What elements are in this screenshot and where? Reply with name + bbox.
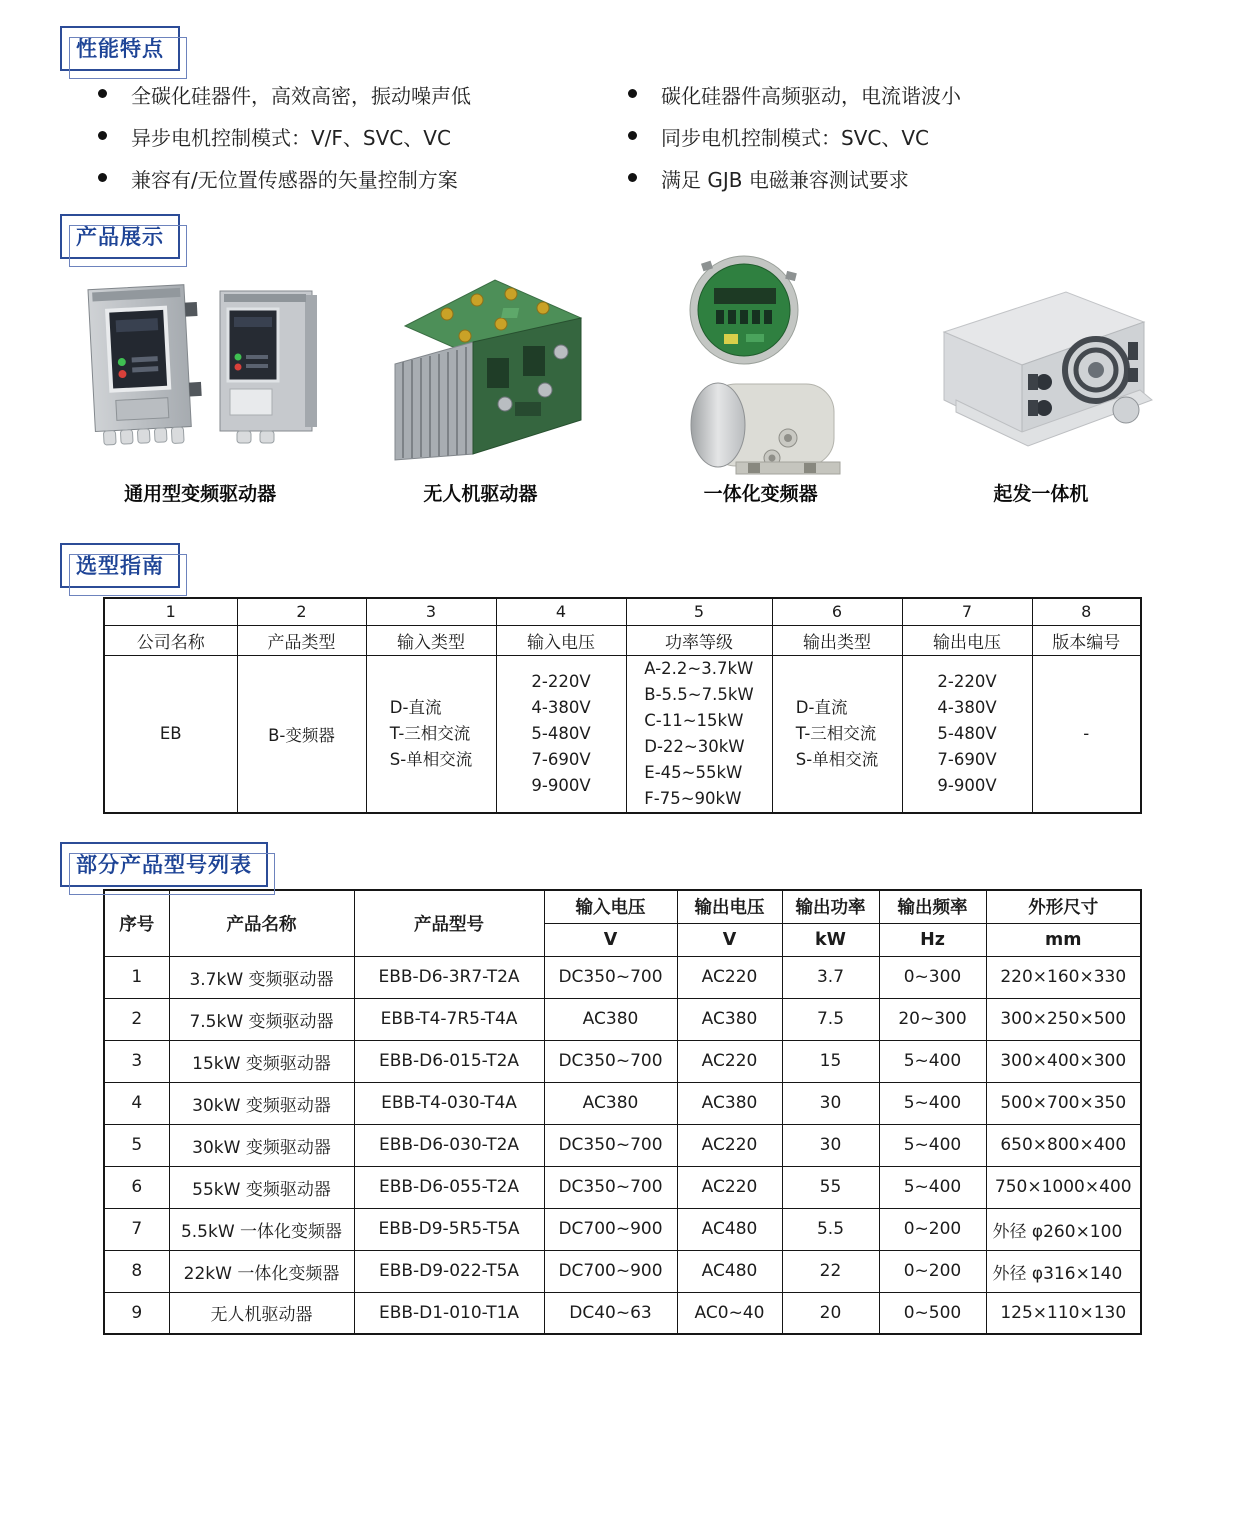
bullet-icon xyxy=(98,131,107,140)
cell-input-voltage: DC350~700 xyxy=(544,956,677,998)
col-number: 2 xyxy=(237,598,366,625)
option-line: A-2.2~3.7kW xyxy=(644,658,754,678)
column-header: 功率等级 xyxy=(626,625,772,655)
cell-dimensions: 500×700×350 xyxy=(986,1082,1141,1124)
cell-output-power: 5.5 xyxy=(782,1208,879,1250)
table-row xyxy=(104,956,1141,998)
option-line: E-45~55kW xyxy=(644,762,743,782)
cell-input-voltage: DC40~63 xyxy=(544,1292,677,1334)
cell-output-power: 30 xyxy=(782,1082,879,1124)
version-cell: - xyxy=(1032,655,1141,813)
cell-product-name: 15kW 变频驱动器 xyxy=(169,1040,354,1082)
cell-input-voltage: DC700~900 xyxy=(544,1250,677,1292)
cell-product-name: 5.5kW 一体化变频器 xyxy=(169,1208,354,1250)
product-item xyxy=(340,252,620,506)
column-header: 输入电压 xyxy=(496,625,626,655)
cell-model: EBB-T4-7R5-T4A xyxy=(354,998,544,1040)
unit-header: V xyxy=(677,923,782,956)
section-title-selection-guide xyxy=(60,543,180,588)
cell-output-frequency: 0~200 xyxy=(879,1250,986,1292)
product-item xyxy=(901,252,1181,506)
cell-output-frequency: 5~400 xyxy=(879,1124,986,1166)
feature-text: 同步电机控制模式：SVC、VC xyxy=(661,126,929,150)
cell-input-voltage: DC700~900 xyxy=(544,1208,677,1250)
power-levels-cell xyxy=(626,655,772,813)
col-number: 3 xyxy=(366,598,496,625)
uav-drive-image xyxy=(355,252,605,477)
cell-model: EBB-D1-010-T1A xyxy=(354,1292,544,1334)
cell-output-power: 7.5 xyxy=(782,998,879,1040)
option-line: T-三相交流 xyxy=(795,723,877,743)
table-header-row xyxy=(104,890,1141,923)
col-number: 6 xyxy=(772,598,902,625)
cell-output-voltage: AC380 xyxy=(677,1082,782,1124)
section-title-selection-guide-label: 选型指南 xyxy=(76,554,164,578)
cell-output-frequency: 20~300 xyxy=(879,998,986,1040)
section-title-model-list-label: 部分产品型号列表 xyxy=(76,853,252,877)
cell-output-power: 30 xyxy=(782,1124,879,1166)
option-line: T-三相交流 xyxy=(389,723,471,743)
column-header: 外形尺寸 xyxy=(986,890,1141,923)
table-row xyxy=(104,655,1141,813)
starter-generator-image xyxy=(916,252,1166,477)
feature-text: 兼容有/无位置传感器的矢量控制方案 xyxy=(131,168,458,192)
option-line: 7-690V xyxy=(937,749,997,769)
column-header: 输出电压 xyxy=(677,890,782,923)
cell-output-voltage: AC220 xyxy=(677,1124,782,1166)
option-line: 5-480V xyxy=(937,723,997,743)
option-line: D-直流 xyxy=(389,697,442,717)
col-number: 1 xyxy=(104,598,237,625)
cell-input-voltage: AC380 xyxy=(544,998,677,1040)
cell-dimensions: 300×250×500 xyxy=(986,998,1141,1040)
section-title-model-list xyxy=(60,842,268,887)
list-item xyxy=(628,122,1148,151)
feature-text: 满足 GJB 电磁兼容测试要求 xyxy=(661,168,909,192)
cell-output-power: 22 xyxy=(782,1250,879,1292)
option-line: 2-220V xyxy=(531,671,591,691)
list-item xyxy=(98,80,618,109)
column-header: 输出类型 xyxy=(772,625,902,655)
table-row xyxy=(104,1292,1141,1334)
cell-input-voltage: AC380 xyxy=(544,1082,677,1124)
cell-model: EBB-D6-055-T2A xyxy=(354,1166,544,1208)
bullet-icon xyxy=(628,173,637,182)
cell-output-power: 55 xyxy=(782,1166,879,1208)
cell-index: 8 xyxy=(104,1250,169,1292)
output-type-cell xyxy=(772,655,902,813)
cell-output-frequency: 0~300 xyxy=(879,956,986,998)
option-line: B-5.5~7.5kW xyxy=(644,684,754,704)
unit-header: kW xyxy=(782,923,879,956)
table-row xyxy=(104,625,1141,655)
output-voltage-cell xyxy=(902,655,1032,813)
cell-output-voltage: AC380 xyxy=(677,998,782,1040)
col-number: 7 xyxy=(902,598,1032,625)
cell-product-name: 3.7kW 变频驱动器 xyxy=(169,956,354,998)
cell-product-name: 55kW 变频驱动器 xyxy=(169,1166,354,1208)
cell-input-voltage: DC350~700 xyxy=(544,1040,677,1082)
option-line: D-直流 xyxy=(795,697,848,717)
cell-output-voltage: AC480 xyxy=(677,1250,782,1292)
product-label: 起发一体机 xyxy=(993,483,1089,505)
section-title-features xyxy=(60,26,180,71)
cell-index: 7 xyxy=(104,1208,169,1250)
feature-text: 异步电机控制模式：V/F、SVC、VC xyxy=(131,126,451,150)
cell-index: 2 xyxy=(104,998,169,1040)
cell-dimensions: 750×1000×400 xyxy=(986,1166,1141,1208)
cell-index: 4 xyxy=(104,1082,169,1124)
product-type-cell: B-变频器 xyxy=(237,655,366,813)
feature-text: 碳化硅器件高频驱动，电流谐波小 xyxy=(661,84,961,108)
cell-product-name: 22kW 一体化变频器 xyxy=(169,1250,354,1292)
bullet-icon xyxy=(98,89,107,98)
option-line: S-单相交流 xyxy=(795,749,879,769)
cell-output-frequency: 0~200 xyxy=(879,1208,986,1250)
product-label: 通用型变频驱动器 xyxy=(124,483,277,505)
cell-model: EBB-D9-5R5-T5A xyxy=(354,1208,544,1250)
bullet-icon xyxy=(628,89,637,98)
cell-model: EBB-D6-030-T2A xyxy=(354,1124,544,1166)
column-header: 产品类型 xyxy=(237,625,366,655)
cell-dimensions: 125×110×130 xyxy=(986,1292,1141,1334)
cell-output-frequency: 0~500 xyxy=(879,1292,986,1334)
cell-dimensions: 300×400×300 xyxy=(986,1040,1141,1082)
features-left-list xyxy=(98,80,618,206)
col-number: 8 xyxy=(1032,598,1141,625)
table-row xyxy=(104,1040,1141,1082)
bullet-icon xyxy=(628,131,637,140)
option-line: 9-900V xyxy=(937,775,997,795)
cell-product-name: 30kW 变频驱动器 xyxy=(169,1124,354,1166)
table-row xyxy=(104,1166,1141,1208)
cell-model: EBB-D6-015-T2A xyxy=(354,1040,544,1082)
cell-dimensions: 外径 φ316×140 xyxy=(986,1250,1141,1292)
input-voltage-cell xyxy=(496,655,626,813)
cell-output-frequency: 5~400 xyxy=(879,1040,986,1082)
bullet-icon xyxy=(98,173,107,182)
unit-header: V xyxy=(544,923,677,956)
option-line: D-22~30kW xyxy=(644,736,745,756)
section-title-products xyxy=(60,214,180,259)
features-right-list xyxy=(628,80,1148,206)
list-item xyxy=(628,164,1148,193)
cell-input-voltage: DC350~700 xyxy=(544,1124,677,1166)
table-row xyxy=(104,1124,1141,1166)
product-label: 无人机驱动器 xyxy=(423,483,538,505)
cell-output-voltage: AC480 xyxy=(677,1208,782,1250)
company-cell: EB xyxy=(104,655,237,813)
option-line: 4-380V xyxy=(531,697,591,717)
column-header: 输出频率 xyxy=(879,890,986,923)
products-row xyxy=(60,252,1181,506)
product-item xyxy=(60,252,340,506)
cell-dimensions: 650×800×400 xyxy=(986,1124,1141,1166)
cell-model: EBB-D9-022-T5A xyxy=(354,1250,544,1292)
col-number: 5 xyxy=(626,598,772,625)
starter-generator-art xyxy=(916,270,1166,460)
option-line: S-单相交流 xyxy=(389,749,473,769)
table-row xyxy=(104,1208,1141,1250)
option-line: 5-480V xyxy=(531,723,591,743)
table-row xyxy=(104,1250,1141,1292)
option-line: 4-380V xyxy=(937,697,997,717)
column-header: 输出功率 xyxy=(782,890,879,923)
selection-guide-table xyxy=(103,597,1142,814)
column-header: 版本编号 xyxy=(1032,625,1141,655)
option-line: F-75~90kW xyxy=(644,788,742,808)
cell-dimensions: 外径 φ260×100 xyxy=(986,1208,1141,1250)
table-row xyxy=(104,1082,1141,1124)
cell-output-voltage: AC220 xyxy=(677,1040,782,1082)
column-header: 输入电压 xyxy=(544,890,677,923)
column-header: 产品型号 xyxy=(354,890,544,956)
cell-product-name: 无人机驱动器 xyxy=(169,1292,354,1334)
table-row xyxy=(104,998,1141,1040)
column-header: 序号 xyxy=(104,890,169,956)
cell-model: EBB-D6-3R7-T2A xyxy=(354,956,544,998)
general-drive-art xyxy=(72,265,328,465)
cell-output-voltage: AC0~40 xyxy=(677,1292,782,1334)
option-line: C-11~15kW xyxy=(644,710,744,730)
list-item xyxy=(98,122,618,151)
cell-index: 1 xyxy=(104,956,169,998)
cell-index: 3 xyxy=(104,1040,169,1082)
feature-text: 全碳化硅器件，高效高密，振动噪声低 xyxy=(131,84,471,108)
product-label: 一体化变频器 xyxy=(703,483,818,505)
cell-input-voltage: DC350~700 xyxy=(544,1166,677,1208)
cell-product-name: 7.5kW 变频驱动器 xyxy=(169,998,354,1040)
cell-index: 9 xyxy=(104,1292,169,1334)
model-list-table xyxy=(103,889,1142,1335)
column-header: 公司名称 xyxy=(104,625,237,655)
integrated-inverter-image xyxy=(636,252,886,477)
table-row xyxy=(104,598,1141,625)
integrated-inverter-art xyxy=(636,252,886,477)
cell-output-power: 3.7 xyxy=(782,956,879,998)
cell-index: 5 xyxy=(104,1124,169,1166)
column-header: 输入类型 xyxy=(366,625,496,655)
option-line: 9-900V xyxy=(531,775,591,795)
option-line: 2-220V xyxy=(937,671,997,691)
column-header: 输出电压 xyxy=(902,625,1032,655)
cell-model: EBB-T4-030-T4A xyxy=(354,1082,544,1124)
product-item xyxy=(621,252,901,506)
list-item xyxy=(98,164,618,193)
cell-output-frequency: 5~400 xyxy=(879,1166,986,1208)
col-number: 4 xyxy=(496,598,626,625)
column-header: 产品名称 xyxy=(169,890,354,956)
general-drive-image xyxy=(72,252,328,477)
list-item xyxy=(628,80,1148,109)
uav-drive-art xyxy=(355,262,605,467)
cell-output-voltage: AC220 xyxy=(677,1166,782,1208)
cell-index: 6 xyxy=(104,1166,169,1208)
option-line: 7-690V xyxy=(531,749,591,769)
section-title-products-label: 产品展示 xyxy=(76,225,164,249)
cell-output-frequency: 5~400 xyxy=(879,1082,986,1124)
section-title-features-label: 性能特点 xyxy=(76,37,164,61)
cell-dimensions: 220×160×330 xyxy=(986,956,1141,998)
input-type-cell xyxy=(366,655,496,813)
cell-output-power: 20 xyxy=(782,1292,879,1334)
unit-header: Hz xyxy=(879,923,986,956)
cell-product-name: 30kW 变频驱动器 xyxy=(169,1082,354,1124)
cell-output-voltage: AC220 xyxy=(677,956,782,998)
cell-output-power: 15 xyxy=(782,1040,879,1082)
unit-header: mm xyxy=(986,923,1141,956)
